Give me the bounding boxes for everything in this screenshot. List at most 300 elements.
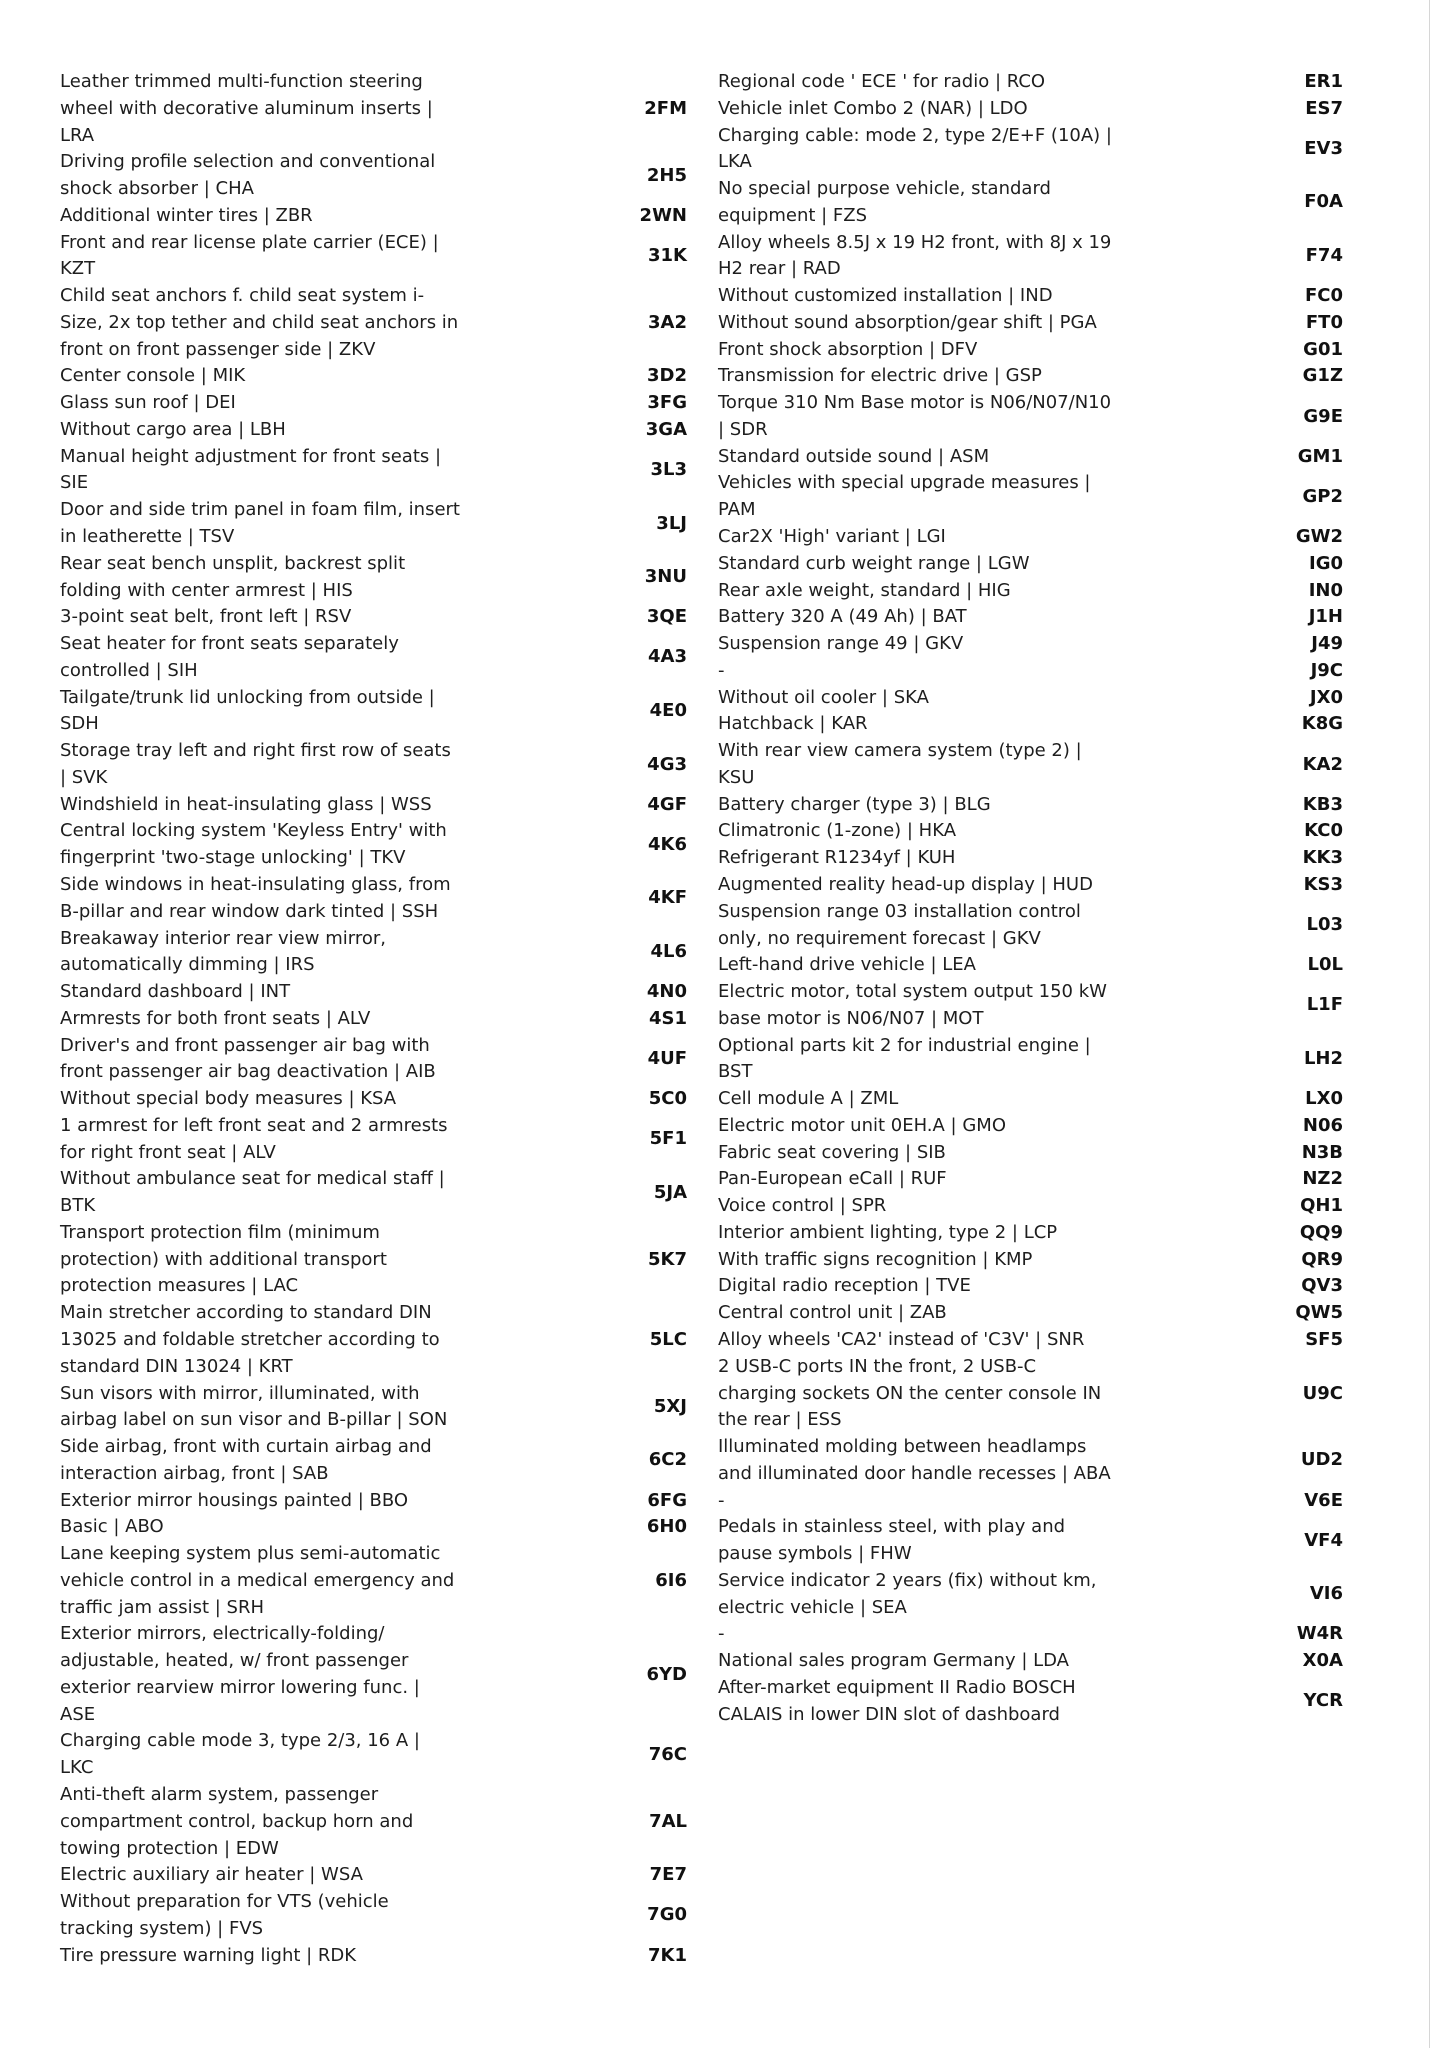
option-description — [718, 1648, 1069, 1675]
option-description — [60, 1300, 440, 1380]
option-description — [718, 1488, 725, 1515]
option-description-line: Transport protection film (minimum — [60, 1221, 380, 1243]
option-code: L1F — [1306, 994, 1343, 1016]
option-description-line: | SDR — [718, 418, 768, 440]
option-description — [718, 604, 967, 631]
option-description-line: BTK — [60, 1195, 96, 1217]
option-row — [60, 1728, 687, 1782]
option-code: KA2 — [1302, 753, 1343, 775]
option-description-line: Optional parts kit 2 for industrial engine | — [718, 1034, 1091, 1056]
option-description — [718, 1300, 947, 1327]
option-row — [60, 1086, 687, 1113]
option-description — [718, 524, 946, 551]
option-description-line: shock absorber | CHA — [60, 178, 254, 200]
option-code: LX0 — [1305, 1088, 1343, 1110]
option-description-line: Car2X 'High' variant | LGI — [718, 526, 946, 548]
option-code: 3LJ — [656, 512, 687, 534]
option-row — [718, 337, 1343, 364]
option-description — [718, 69, 1045, 96]
option-row — [718, 363, 1343, 390]
option-code: 3QE — [646, 606, 687, 628]
option-description-line: SDH — [60, 713, 99, 735]
option-description-line: vehicle control in a medical emergency and — [60, 1569, 455, 1591]
option-description — [60, 444, 441, 498]
option-description-line: Standard dashboard | INT — [60, 981, 291, 1003]
option-row — [718, 872, 1343, 899]
option-description-line: Suspension range 49 | GKV — [718, 633, 964, 655]
option-description-line: Augmented reality head-up display | HUD — [718, 873, 1093, 895]
option-row — [718, 230, 1343, 284]
option-description-line: Central locking system 'Keyless Entry' with — [60, 820, 447, 842]
option-description — [718, 685, 929, 712]
option-row — [60, 203, 687, 230]
option-description — [60, 1621, 420, 1728]
option-description-line: adjustable, heated, w/ front passenger — [60, 1650, 409, 1672]
option-code: 6I6 — [655, 1569, 687, 1591]
option-code: KS3 — [1303, 873, 1343, 895]
option-description-line: Cell module A | ZML — [718, 1088, 899, 1110]
option-code: QQ9 — [1299, 1221, 1343, 1243]
option-description — [60, 417, 286, 444]
option-row — [718, 1354, 1343, 1434]
option-description — [718, 979, 1107, 1033]
option-row — [718, 1434, 1343, 1488]
option-code: 7AL — [649, 1810, 687, 1832]
option-code: 3D2 — [647, 365, 687, 387]
option-row — [718, 444, 1343, 471]
option-code: 3A2 — [648, 311, 687, 333]
option-description — [60, 1782, 413, 1862]
option-description — [718, 310, 1097, 337]
option-description-line: Side windows in heat-insulating glass, from — [60, 873, 451, 895]
option-code: U9C — [1302, 1382, 1343, 1404]
option-description-line: the rear | ESS — [718, 1409, 842, 1431]
option-description-line: compartment control, backup horn and — [60, 1810, 414, 1832]
option-description-line: Pedals in stainless steel, with play and — [718, 1516, 1066, 1538]
option-code: 3NU — [644, 566, 687, 588]
option-description-line: CALAIS in lower DIN slot of dashboard — [718, 1703, 1060, 1725]
option-code: F0A — [1304, 191, 1343, 213]
option-code: V6E — [1304, 1489, 1343, 1511]
option-code: KC0 — [1304, 820, 1343, 842]
option-row — [60, 631, 687, 685]
option-description — [718, 1220, 1057, 1247]
option-description — [60, 203, 313, 230]
option-description — [60, 1514, 164, 1541]
option-description-line: front on front passenger side | ZKV — [60, 338, 376, 360]
option-code: 6H0 — [646, 1516, 687, 1538]
option-code: 5LC — [649, 1328, 687, 1350]
option-code: X0A — [1302, 1650, 1343, 1672]
option-row — [60, 926, 687, 980]
option-row — [718, 1327, 1343, 1354]
option-description — [718, 444, 989, 471]
option-description-line: Climatronic (1-zone) | HKA — [718, 820, 957, 842]
option-description — [718, 1675, 1076, 1729]
option-code: F74 — [1305, 244, 1343, 266]
option-code: 6FG — [647, 1489, 687, 1511]
option-description-line: Battery 320 A (49 Ah) | BAT — [718, 606, 967, 628]
option-description — [60, 390, 236, 417]
option-description-line: Front shock absorption | DFV — [718, 338, 978, 360]
option-code: ER1 — [1304, 71, 1343, 92]
option-description — [60, 604, 351, 631]
option-description — [718, 1113, 1006, 1140]
option-row — [718, 1220, 1343, 1247]
option-description-line: Size, 2x top tether and child seat anchors in — [60, 311, 459, 333]
option-description — [718, 738, 1082, 792]
option-description-line: Without customized installation | IND — [718, 285, 1053, 307]
option-description — [718, 1568, 1096, 1622]
option-description-line: traffic jam assist | SRH — [60, 1596, 264, 1618]
option-description — [60, 1166, 445, 1220]
option-description — [718, 1193, 886, 1220]
option-row — [60, 738, 687, 792]
option-row — [718, 845, 1343, 872]
option-description-line: Regional code ' ECE ' for radio | RCO — [718, 71, 1046, 92]
option-description — [718, 470, 1091, 524]
option-row — [718, 470, 1343, 524]
option-row — [60, 390, 687, 417]
option-description — [718, 872, 1093, 899]
option-row — [718, 685, 1343, 712]
option-description-line: Seat heater for front seats separately — [60, 633, 399, 655]
option-description — [60, 631, 399, 685]
option-code: GW2 — [1295, 526, 1343, 548]
option-description — [718, 792, 991, 819]
option-description-line: KSU — [718, 766, 755, 788]
option-description-line: Child seat anchors f. child seat system i- — [60, 285, 425, 307]
option-row — [60, 551, 687, 605]
option-description — [718, 818, 956, 845]
option-row — [60, 1033, 687, 1087]
option-code: KB3 — [1302, 793, 1343, 815]
option-description-line: Vehicle inlet Combo 2 (NAR) | LDO — [718, 97, 1028, 119]
option-code: VF4 — [1304, 1529, 1343, 1551]
option-description — [60, 1541, 454, 1621]
option-code: J9C — [1310, 659, 1343, 681]
option-description-line: base motor is N06/N07 | MOT — [718, 1007, 984, 1029]
option-description-line: Standard outside sound | ASM — [718, 445, 990, 467]
option-row — [718, 578, 1343, 605]
option-description-line: Basic | ABO — [60, 1516, 164, 1538]
option-description-line: LRA — [60, 124, 95, 146]
option-description-line: No special purpose vehicle, standard — [718, 178, 1051, 200]
option-row — [718, 69, 1343, 96]
option-code: QV3 — [1301, 1275, 1343, 1297]
option-description-line: Electric auxiliary air heater | WSA — [60, 1864, 363, 1886]
option-code: GM1 — [1297, 445, 1343, 467]
option-row — [60, 979, 687, 1006]
option-description-line: Exterior mirrors, electrically-folding/ — [60, 1623, 385, 1645]
option-description-line: Door and side trim panel in foam film, insert — [60, 499, 460, 521]
option-description-line: Breakaway interior rear view mirror, — [60, 927, 386, 949]
option-description — [60, 283, 458, 363]
option-description-line: only, no requirement forecast | GKV — [718, 927, 1041, 949]
option-description-line: Without sound absorption/gear shift | PGA — [718, 311, 1097, 333]
option-row — [60, 1300, 687, 1380]
option-code: FC0 — [1304, 285, 1343, 307]
option-description-line: Pan-European eCall | RUF — [718, 1168, 947, 1190]
option-code: J49 — [1311, 633, 1343, 655]
option-description-line: Central control unit | ZAB — [718, 1302, 947, 1324]
option-code: YCR — [1303, 1690, 1343, 1712]
option-description-line: Transmission for electric drive | GSP — [718, 365, 1042, 387]
option-description-line: B-pillar and rear window dark tinted | SSH — [60, 900, 439, 922]
option-description-line: Tailgate/trunk lid unlocking from outside | — [60, 686, 435, 708]
option-description-line: SIE — [60, 472, 89, 494]
option-row — [60, 685, 687, 739]
option-row — [60, 604, 687, 631]
option-description — [718, 1514, 1065, 1568]
option-row — [60, 872, 687, 926]
option-description-line: Electric motor, total system output 150 kW — [718, 981, 1107, 1003]
right-column — [718, 69, 1343, 1728]
option-code: JX0 — [1309, 686, 1343, 708]
option-code: 76C — [648, 1743, 687, 1765]
option-description — [60, 1086, 396, 1113]
option-description-line: for right front seat | ALV — [60, 1141, 276, 1163]
option-description-line: Torque 310 Nm Base motor is N06/N07/N10 — [718, 392, 1112, 414]
option-description-line: PAM — [718, 499, 756, 521]
option-description — [60, 792, 432, 819]
option-code: 4G3 — [647, 753, 687, 775]
option-description-line: charging sockets ON the center console IN — [718, 1382, 1102, 1404]
option-code: QH1 — [1300, 1195, 1343, 1217]
option-row — [718, 524, 1343, 551]
option-description-line: Without preparation for VTS (vehicle — [60, 1891, 389, 1913]
option-description-line: protection) with additional transport — [60, 1248, 387, 1270]
option-code: W4R — [1296, 1623, 1343, 1645]
option-description — [718, 578, 1011, 605]
option-description — [718, 363, 1042, 390]
option-row — [60, 1541, 687, 1621]
option-description-line: Glass sun roof | DEI — [60, 392, 236, 414]
option-description — [718, 1621, 725, 1648]
option-description-line: standard DIN 13024 | KRT — [60, 1355, 293, 1377]
option-description-line: Refrigerant R1234yf | KUH — [718, 847, 956, 869]
option-description — [60, 149, 435, 203]
option-row — [718, 1568, 1343, 1622]
option-code: IN0 — [1308, 579, 1343, 601]
option-description-line: Leather trimmed multi-function steering — [60, 71, 423, 92]
option-row — [60, 792, 687, 819]
option-code: N06 — [1302, 1114, 1343, 1136]
option-code: 3FG — [647, 392, 687, 414]
option-description — [60, 926, 386, 980]
option-description-line: automatically dimming | IRS — [60, 954, 315, 976]
option-row — [718, 1033, 1343, 1087]
option-description-line: 2 USB-C ports IN the front, 2 USB-C — [718, 1355, 1037, 1377]
option-row — [60, 497, 687, 551]
option-row — [718, 1675, 1343, 1729]
option-description — [718, 1140, 946, 1167]
option-description-line: Standard curb weight range | LGW — [718, 552, 1030, 574]
option-row — [60, 230, 687, 284]
option-row — [60, 1006, 687, 1033]
option-code: 3GA — [645, 418, 687, 440]
option-description-line: Without cargo area | LBH — [60, 418, 286, 440]
option-row — [718, 631, 1343, 658]
option-description — [718, 845, 955, 872]
option-description — [60, 1862, 363, 1889]
option-description-line: Without ambulance seat for medical staff | — [60, 1168, 445, 1190]
option-description — [60, 1434, 432, 1488]
option-row — [60, 1488, 687, 1515]
option-description-line: - — [718, 1489, 725, 1511]
option-row — [60, 69, 687, 149]
option-description-line: Driving profile selection and conventional — [60, 151, 436, 173]
option-description-line: Side airbag, front with curtain airbag and — [60, 1436, 432, 1458]
option-code: 7G0 — [647, 1904, 687, 1926]
option-description — [60, 685, 435, 739]
option-description-line: Lane keeping system plus semi-automatic — [60, 1543, 441, 1565]
option-code: 31K — [648, 244, 687, 266]
option-description-line: folding with center armrest | HIS — [60, 579, 353, 601]
option-code: SF5 — [1305, 1328, 1343, 1350]
option-code: IG0 — [1309, 552, 1343, 574]
option-description-line: With rear view camera system (type 2) | — [718, 740, 1082, 762]
option-code: G01 — [1303, 338, 1343, 360]
option-description — [718, 390, 1111, 444]
option-description-line: National sales program Germany | LDA — [718, 1650, 1069, 1672]
option-description-line: front passenger air bag deactivation | AIB — [60, 1061, 436, 1083]
option-code: 5K7 — [648, 1248, 687, 1270]
option-row — [60, 1943, 687, 1970]
option-description-line: Battery charger (type 3) | BLG — [718, 793, 991, 815]
option-description — [718, 1086, 898, 1113]
option-description-line: With traffic signs recognition | KMP — [718, 1248, 1033, 1270]
option-row — [718, 123, 1343, 177]
option-description-line: Manual height adjustment for front seats | — [60, 445, 442, 467]
option-description-line: Main stretcher according to standard DIN — [60, 1302, 432, 1324]
option-code: QR9 — [1301, 1248, 1343, 1270]
option-code: LH2 — [1303, 1047, 1343, 1069]
option-row — [718, 176, 1343, 230]
option-code: 4S1 — [648, 1007, 687, 1029]
option-code: 2H5 — [646, 164, 687, 186]
option-row — [718, 952, 1343, 979]
left-column — [60, 69, 687, 1969]
option-description-line: - — [718, 659, 725, 681]
option-description-line: wheel with decorative aluminum inserts | — [60, 97, 433, 119]
option-description-line: Electric motor unit 0EH.A | GMO — [718, 1114, 1006, 1136]
option-code: EV3 — [1304, 137, 1343, 159]
option-description — [718, 711, 868, 738]
option-row — [718, 390, 1343, 444]
option-description-line: equipment | FZS — [718, 204, 868, 226]
option-description-line: and illuminated door handle recesses | ABA — [718, 1462, 1111, 1484]
option-row — [60, 1434, 687, 1488]
option-row — [718, 1488, 1343, 1515]
option-description — [718, 1434, 1111, 1488]
option-row — [60, 1113, 687, 1167]
option-row — [718, 818, 1343, 845]
option-code: FT0 — [1305, 311, 1343, 333]
option-description-line: After-market equipment II Radio BOSCH — [718, 1676, 1076, 1698]
option-description-line: tracking system) | FVS — [60, 1917, 264, 1939]
option-description — [60, 1113, 448, 1167]
option-description — [60, 551, 405, 605]
option-code: QW5 — [1295, 1302, 1343, 1324]
option-description-line: airbag label on sun visor and B-pillar | SON — [60, 1409, 448, 1431]
option-description-line: - — [718, 1623, 725, 1645]
option-description — [60, 1006, 370, 1033]
option-description — [60, 872, 451, 926]
option-description-line: Driver's and front passenger air bag with — [60, 1034, 430, 1056]
option-code: 4E0 — [649, 699, 687, 721]
option-description — [60, 1488, 408, 1515]
option-description-line: Fabric seat covering | SIB — [718, 1141, 946, 1163]
option-description-line: Center console | MIK — [60, 365, 246, 387]
option-description — [60, 979, 290, 1006]
option-row — [718, 1247, 1343, 1274]
option-description — [60, 1220, 387, 1300]
option-row — [718, 1113, 1343, 1140]
option-code: K8G — [1301, 713, 1343, 735]
option-description-line: controlled | SIH — [60, 659, 198, 681]
option-description — [718, 283, 1053, 310]
option-description — [718, 1033, 1091, 1087]
option-row — [718, 96, 1343, 123]
option-description-line: Vehicles with special upgrade measures | — [718, 472, 1091, 494]
option-description-line: towing protection | EDW — [60, 1837, 279, 1859]
option-row — [60, 417, 687, 444]
option-description — [718, 1327, 1084, 1354]
option-code: 5JA — [653, 1181, 687, 1203]
option-description — [718, 176, 1051, 230]
option-description-line: fingerprint 'two-stage unlocking' | TKV — [60, 847, 406, 869]
option-description — [60, 1943, 356, 1970]
option-row — [718, 1300, 1343, 1327]
option-description-line: Service indicator 2 years (fix) without km, — [718, 1569, 1097, 1591]
option-description-line: Additional winter tires | ZBR — [60, 204, 313, 226]
option-row — [718, 551, 1343, 578]
option-row — [718, 1273, 1343, 1300]
option-code: 4L6 — [650, 940, 687, 962]
option-row — [718, 1166, 1343, 1193]
option-description — [718, 1166, 947, 1193]
option-description — [718, 551, 1030, 578]
option-description-line: in leatherette | TSV — [60, 526, 235, 548]
option-code: 6C2 — [648, 1449, 687, 1471]
option-row — [718, 1140, 1343, 1167]
option-description-line: Storage tray left and right first row of seats — [60, 740, 451, 762]
option-row — [60, 1889, 687, 1943]
option-description-line: protection measures | LAC — [60, 1275, 299, 1297]
option-description-line: Digital radio reception | TVE — [718, 1275, 971, 1297]
option-description-line: ASE — [60, 1703, 96, 1725]
option-description-line: pause symbols | FHW — [718, 1543, 912, 1565]
option-description-line: Without special body measures | KSA — [60, 1088, 397, 1110]
option-description — [718, 230, 1111, 284]
option-row — [718, 1648, 1343, 1675]
option-code: N3B — [1301, 1141, 1343, 1163]
option-row — [60, 1514, 687, 1541]
option-code: G9E — [1303, 405, 1343, 427]
option-code: J1H — [1308, 606, 1343, 628]
option-description-line: Hatchback | KAR — [718, 713, 868, 735]
option-code: 4GF — [647, 793, 687, 815]
option-description-line: Rear axle weight, standard | HIG — [718, 579, 1011, 601]
option-code: 5F1 — [649, 1128, 687, 1150]
option-description-line: Illuminated molding between headlamps — [718, 1436, 1087, 1458]
option-code: VI6 — [1309, 1583, 1343, 1605]
option-description — [718, 1354, 1101, 1434]
option-row — [718, 1086, 1343, 1113]
option-code: 5C0 — [648, 1088, 687, 1110]
option-description-line: interaction airbag, front | SAB — [60, 1462, 329, 1484]
